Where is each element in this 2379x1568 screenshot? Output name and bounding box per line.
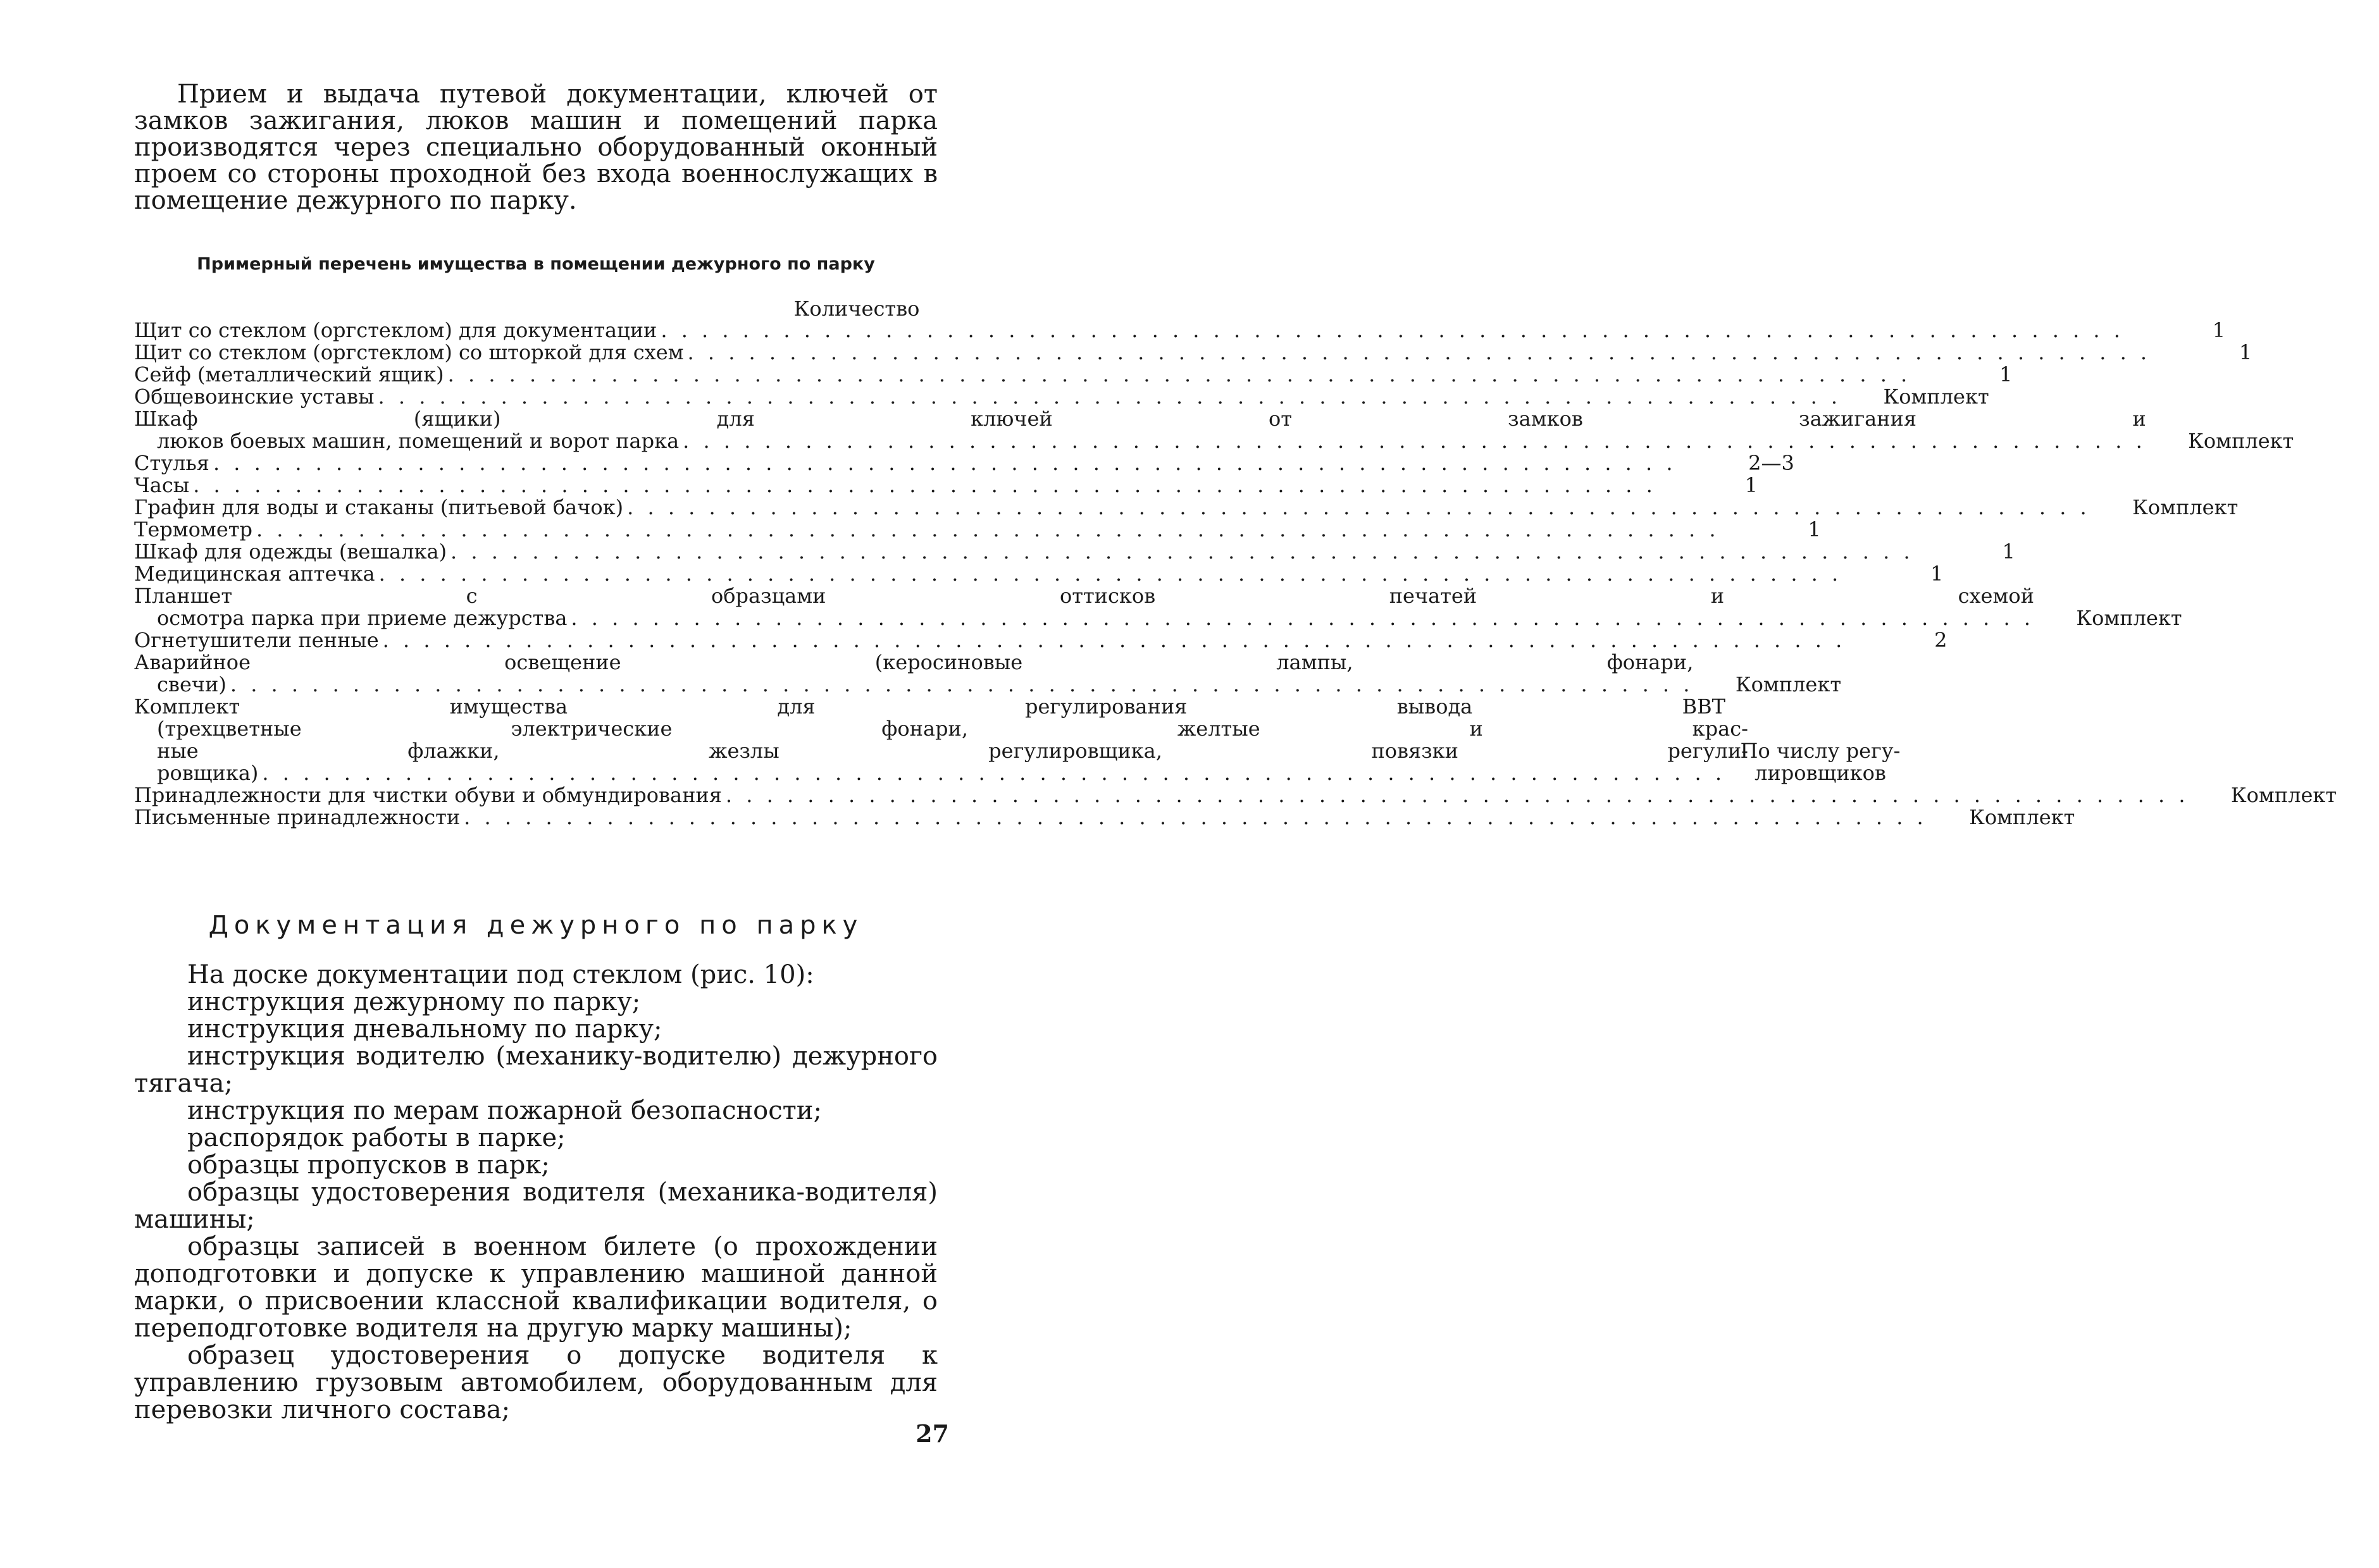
dot-leader bbox=[661, 319, 2124, 342]
item-quantity bbox=[1656, 474, 1846, 497]
item-name-text: осмотра парка при приеме дежурства bbox=[157, 606, 568, 630]
word: Шкаф bbox=[134, 407, 198, 431]
word: (ящики) bbox=[413, 407, 501, 431]
item-name-text: ровщика) bbox=[157, 761, 259, 785]
item-name-text bbox=[134, 408, 2146, 430]
item-name bbox=[134, 519, 1720, 541]
dot-leader bbox=[450, 541, 1914, 563]
item-name-text bbox=[134, 585, 2034, 607]
word: от bbox=[1268, 407, 1292, 431]
word: (керосиновые bbox=[874, 650, 1023, 674]
item-quantity-line: Комплект bbox=[1735, 672, 1842, 696]
inventory-row bbox=[134, 362, 2013, 386]
inventory-row bbox=[134, 451, 1794, 475]
dot-leader bbox=[627, 497, 2090, 519]
documentation-item: образцы записей в военном билете (о прохождении доподготовки и допуске к управлению машиной данной марки, о присвоении классной квалификации водителя, о переподготовке водителя на другую марку машины); bbox=[134, 1232, 938, 1343]
item-name bbox=[134, 364, 1911, 386]
item-name-line bbox=[134, 342, 2151, 364]
word: образцами bbox=[711, 584, 826, 608]
item-name bbox=[134, 342, 2151, 364]
dot-leader bbox=[464, 806, 1927, 829]
item-name-line bbox=[134, 430, 2146, 452]
item-quantity bbox=[2090, 497, 2280, 519]
word: лампы, bbox=[1276, 650, 1353, 674]
item-name-text: Шкаф для одежды (вешалка) bbox=[134, 540, 447, 564]
word: с bbox=[466, 584, 478, 608]
word: для bbox=[716, 407, 755, 431]
item-quantity bbox=[1842, 563, 2032, 585]
item-name-text bbox=[157, 740, 1748, 762]
documentation-item: образцы удостоверения водителя (механика-водителя) машины; bbox=[134, 1178, 938, 1234]
item-quantity bbox=[2034, 607, 2224, 629]
dot-leader bbox=[688, 342, 2151, 364]
item-name bbox=[134, 452, 1677, 474]
dot-leader bbox=[262, 762, 1725, 784]
item-name-text bbox=[134, 651, 1693, 674]
word: желтые bbox=[1177, 717, 1260, 741]
item-name-text bbox=[134, 696, 1725, 718]
item-quantity bbox=[1914, 541, 2104, 563]
word: и bbox=[2132, 407, 2146, 431]
documentation-item: образцы пропусков в парк; bbox=[187, 1151, 550, 1180]
inventory-row bbox=[134, 385, 1989, 409]
item-name-text bbox=[157, 718, 1748, 740]
inventory-row bbox=[134, 562, 1944, 586]
word: повязки bbox=[1371, 739, 1458, 763]
inventory-row bbox=[134, 540, 2015, 564]
item-name bbox=[134, 408, 2146, 452]
item-name-text: Стулья bbox=[134, 451, 209, 475]
inventory-row bbox=[134, 495, 2239, 519]
item-quantity-line: Комплект bbox=[2076, 606, 2182, 630]
inventory-row bbox=[134, 628, 1947, 652]
item-name-line bbox=[134, 452, 1677, 474]
word: и bbox=[1469, 717, 1483, 741]
item-name bbox=[134, 806, 1927, 829]
dot-leader bbox=[448, 364, 1911, 386]
inventory-row bbox=[134, 584, 2182, 630]
item-quantity bbox=[1841, 386, 2031, 408]
item-quantity-line: Комплект bbox=[2188, 429, 2294, 453]
item-quantity-line: Комплект bbox=[1969, 805, 2075, 829]
item-name-text: Принадлежности для чистки обуви и обмундирования bbox=[134, 783, 722, 807]
item-quantity bbox=[1720, 519, 1910, 541]
item-name-text: Часы bbox=[134, 473, 190, 497]
word: Аварийное bbox=[134, 650, 251, 674]
item-quantity bbox=[1846, 629, 2035, 651]
word: зажигания bbox=[1799, 407, 1917, 431]
word: регулирования bbox=[1024, 694, 1188, 719]
word: электрические bbox=[511, 717, 673, 741]
item-quantity-line: 1 bbox=[1808, 517, 1821, 541]
item-name bbox=[134, 474, 1656, 497]
item-name-line bbox=[134, 629, 1846, 651]
inventory-row bbox=[134, 473, 1758, 497]
dot-leader bbox=[379, 563, 1842, 585]
item-quantity bbox=[1725, 740, 1915, 784]
word: фонари, bbox=[1606, 650, 1694, 674]
item-name bbox=[134, 629, 1846, 651]
word: освещение bbox=[504, 650, 621, 674]
item-name bbox=[134, 563, 1842, 585]
word: Планшет bbox=[134, 584, 233, 608]
quantity-column-header: Количество bbox=[793, 297, 920, 321]
item-quantity bbox=[2151, 342, 2340, 364]
item-quantity bbox=[2124, 319, 2314, 342]
item-name-line bbox=[134, 651, 1693, 674]
word: ВВТ bbox=[1682, 694, 1725, 719]
word: оттисков bbox=[1059, 584, 1156, 608]
item-quantity bbox=[1677, 452, 1867, 474]
item-name-line bbox=[134, 563, 1842, 585]
documentation-list bbox=[134, 961, 938, 1424]
dot-leader bbox=[571, 607, 2034, 629]
item-quantity-line: 1 bbox=[1999, 362, 2013, 386]
inventory-row bbox=[134, 805, 2075, 829]
item-name-line bbox=[134, 585, 2034, 607]
dot-leader bbox=[256, 519, 1720, 541]
dot-leader bbox=[726, 784, 2189, 806]
word: регулировщика, bbox=[988, 739, 1162, 763]
item-name bbox=[134, 784, 2189, 806]
inventory-row bbox=[134, 783, 2337, 807]
item-name-line bbox=[134, 696, 1725, 718]
dot-leader bbox=[213, 452, 1677, 474]
item-name-line bbox=[134, 806, 1927, 829]
dot-leader bbox=[193, 474, 1656, 497]
item-quantity-line: Комплект bbox=[1883, 385, 1989, 409]
word: ные bbox=[157, 739, 199, 763]
documentation-item: инструкция дежурному по парку; bbox=[187, 987, 641, 1016]
inventory-list bbox=[134, 318, 2337, 829]
word: вывода bbox=[1396, 694, 1473, 719]
word: крас- bbox=[1692, 717, 1748, 741]
item-name-text: Термометр bbox=[134, 517, 252, 541]
word: для bbox=[777, 694, 816, 719]
word: регули- bbox=[1667, 739, 1748, 763]
item-name bbox=[134, 497, 2090, 519]
item-name-text: Щит со стеклом (оргстеклом) для документации bbox=[134, 318, 657, 342]
page-number: 27 bbox=[916, 1419, 949, 1448]
item-quantity bbox=[2189, 784, 2379, 806]
item-name-text: Письменные принадлежности bbox=[134, 805, 461, 829]
item-name-text: Огнетушители пенные bbox=[134, 628, 379, 652]
inventory-row bbox=[134, 517, 1821, 541]
inventory-row bbox=[134, 318, 2226, 342]
item-name bbox=[134, 319, 2124, 342]
item-name-line bbox=[134, 364, 1911, 386]
documentation-intro: На доске документации под стеклом (рис. 10): bbox=[187, 960, 814, 989]
documentation-item: распорядок работы в парке; bbox=[187, 1123, 566, 1152]
item-quantity-line: Комплект bbox=[2230, 783, 2337, 807]
item-name bbox=[134, 585, 2034, 629]
inventory-title: Примерный перечень имущества в помещении дежурного по парку bbox=[197, 254, 875, 274]
item-name-text: свечи) bbox=[157, 672, 227, 696]
item-name-line bbox=[134, 386, 1841, 408]
item-name-line bbox=[134, 718, 1748, 740]
inventory-row bbox=[134, 340, 2252, 364]
item-name-line bbox=[134, 519, 1720, 541]
item-name-line bbox=[134, 762, 1725, 784]
item-name-line bbox=[134, 784, 2189, 806]
item-quantity-line: 1 bbox=[1930, 562, 1944, 586]
item-name-text: Медицинская аптечка bbox=[134, 562, 375, 586]
item-quantity-line: 2—3 bbox=[1748, 451, 1794, 475]
inventory-row bbox=[134, 694, 1901, 785]
item-quantity-line: Комплект bbox=[2132, 495, 2239, 519]
dot-leader bbox=[683, 430, 2146, 452]
word: схемой bbox=[1958, 584, 2034, 608]
item-name-line bbox=[134, 541, 1914, 563]
item-name-text: Сейф (металлический ящик) bbox=[134, 362, 444, 386]
documentation-item: образец удостоверения о допуске водителя к управлению грузовым автомобилем, оборудованным для перевозки личного состава; bbox=[134, 1341, 938, 1424]
item-name-line bbox=[134, 474, 1656, 497]
item-name-text: Графин для воды и стаканы (питьевой бачок) bbox=[134, 495, 624, 519]
item-name-line bbox=[134, 674, 1693, 696]
word: (трехцветные bbox=[157, 717, 302, 741]
item-name-text: Щит со стеклом (оргстеклом) со шторкой для схем bbox=[134, 340, 684, 364]
item-quantity bbox=[1693, 674, 1883, 696]
item-name-line bbox=[134, 740, 1748, 762]
word: и bbox=[1710, 584, 1725, 608]
item-name-line bbox=[134, 319, 2124, 342]
dot-leader bbox=[383, 629, 1846, 651]
item-quantity-line: 1 bbox=[2239, 340, 2252, 364]
item-name-line bbox=[134, 408, 2146, 430]
word: ключей bbox=[971, 407, 1053, 431]
dot-leader bbox=[378, 386, 1842, 408]
word: имущества bbox=[449, 694, 568, 719]
word: замков bbox=[1508, 407, 1583, 431]
item-quantity-line: 2 bbox=[1934, 628, 1947, 652]
item-quantity bbox=[2146, 430, 2336, 452]
documentation-item: инструкция водителю (механику-водителю) дежурного тягача; bbox=[134, 1042, 938, 1098]
item-quantity-line: По числу регу- bbox=[1740, 739, 1901, 763]
item-quantity bbox=[1911, 364, 2101, 386]
word: печатей bbox=[1389, 584, 1477, 608]
inventory-row bbox=[134, 407, 2294, 453]
word: Комплект bbox=[134, 694, 240, 719]
word: фонари, bbox=[881, 717, 968, 741]
item-quantity-line: 1 bbox=[2212, 318, 2226, 342]
intro-paragraph: Прием и выдача путевой документации, ключей от замков зажигания, люков машин и помещений парка производятся через специально оборудованный оконный проем со стороны проходной без входа военнослужащих в помещение дежурного по парку. bbox=[134, 80, 938, 215]
item-quantity-line: 1 bbox=[1744, 473, 1758, 497]
item-quantity-line: лировщиков bbox=[1755, 761, 1886, 785]
documentation-item: инструкция по мерам пожарной безопасности; bbox=[187, 1096, 822, 1125]
inventory-row bbox=[134, 650, 1842, 696]
item-name bbox=[134, 386, 1841, 408]
item-quantity bbox=[1927, 806, 2117, 829]
section-heading: Документация дежурного по парку bbox=[208, 911, 864, 940]
item-quantity-line: 1 bbox=[2002, 540, 2015, 564]
documentation-item: инструкция дневальному по парку; bbox=[187, 1015, 662, 1044]
item-name bbox=[134, 651, 1693, 696]
word: жезлы bbox=[709, 739, 780, 763]
item-name-text: Общевоинские уставы bbox=[134, 385, 375, 409]
item-name bbox=[134, 694, 1748, 785]
item-name-line bbox=[134, 607, 2034, 629]
item-name-text: люков боевых машин, помещений и ворот парка bbox=[157, 429, 680, 453]
word: флажки, bbox=[407, 739, 500, 763]
dot-leader bbox=[230, 674, 1694, 696]
item-name-line bbox=[134, 497, 2090, 519]
item-name bbox=[134, 541, 1914, 563]
